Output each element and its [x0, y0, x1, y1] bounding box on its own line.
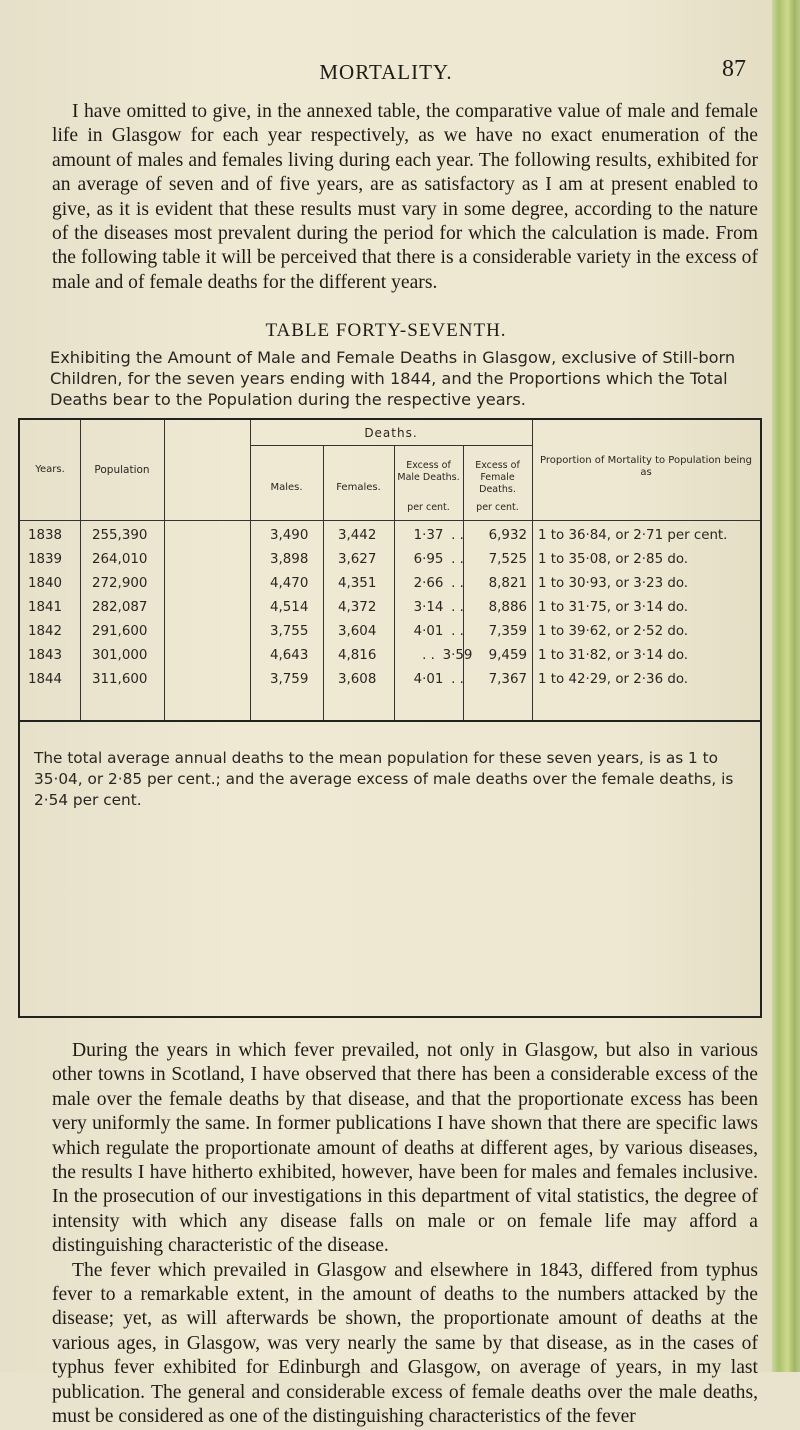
cell-excess-female: . . [451, 552, 464, 567]
cell-year: 1838 [28, 528, 63, 543]
table-row [20, 528, 760, 550]
table-row [20, 672, 760, 694]
page-header [0, 56, 772, 90]
cell-year: 1843 [28, 648, 63, 663]
cell-proportion: 1 to 36·84, or 2·71 per cent. [538, 528, 728, 543]
cell-year: 1844 [28, 672, 63, 687]
cell-excess-male: 4·01 [413, 624, 444, 639]
table-row [20, 624, 760, 646]
table-row [20, 648, 760, 670]
cell-excess-female: . . [451, 576, 464, 591]
cell-total: 6,932 [488, 528, 527, 543]
cell-excess-male: 4·01 [413, 672, 444, 687]
cell-population: 272,900 [92, 576, 148, 591]
cell-males: 3,490 [270, 528, 309, 543]
cell-proportion: 1 to 30·93, or 3·23 do. [538, 576, 689, 591]
cell-population: 264,010 [92, 552, 148, 567]
cell-proportion: 1 to 42·29, or 2·36 do. [538, 672, 689, 687]
cell-females: 3,442 [338, 528, 377, 543]
cell-total: 7,359 [488, 624, 527, 639]
cell-excess-male: . . [422, 648, 435, 663]
cell-males: 3,898 [270, 552, 309, 567]
cell-excess-male: 6·95 [413, 552, 444, 567]
cell-population: 301,000 [92, 648, 148, 663]
header-excess-female-unit: per cent. [476, 502, 519, 513]
header-deaths: Deaths. [364, 426, 418, 440]
cell-year: 1842 [28, 624, 63, 639]
header-rule [20, 520, 760, 521]
cell-males: 3,755 [270, 624, 309, 639]
cell-excess-female: . . [451, 672, 464, 687]
cell-proportion: 1 to 35·08, or 2·85 do. [538, 552, 689, 567]
cell-excess-female: 3·59 [442, 648, 473, 663]
cell-females: 3,627 [338, 552, 377, 567]
cell-males: 4,470 [270, 576, 309, 591]
running-title: MORTALITY. [319, 60, 453, 84]
cell-population: 291,600 [92, 624, 148, 639]
fever-paragraph [52, 1039, 758, 1430]
cell-males: 4,643 [270, 648, 309, 663]
cell-year: 1841 [28, 600, 63, 615]
cell-total: 8,886 [488, 600, 527, 615]
cell-year: 1840 [28, 576, 63, 591]
cell-excess-male: 2·66 [413, 576, 444, 591]
fever-1843-paragraph-text: The fever which prevailed in Glasgow and elsewhere in 1843, differed from typhus fever to a remarkable extent, in the amount of deaths to the numbers attacked by the disease; yet, as will afterwards be shown, the proportionate amount of deaths at the various ages, in Glasgow, was very nearly the same by that disease, as in the cases of typhus fever exhibited for Edinburgh and Glasgow, on average of years, in my last publication. The general and considerable excess of female deaths over the male deaths, must be considered as one of the distinguishing characteristics of the fever [52, 1259, 758, 1428]
table-title: TABLE FORTY-SEVENTH. [265, 320, 507, 341]
header-years: Years. [35, 464, 65, 475]
table-row [20, 552, 760, 574]
body-rule [20, 720, 760, 722]
cell-males: 3,759 [270, 672, 309, 687]
cell-total: 7,367 [488, 672, 527, 687]
page-number: 87 [722, 56, 746, 82]
cell-excess-female: . . [451, 528, 464, 543]
intro-paragraph: I have omitted to give, in the annexed table, the comparative value of male and female life in Glasgow for each year respectively, as we have no exact enumeration of the amount of males and females living during each year. The following results, exhibited for an average of seven and of five years, are as satisfactory as I am at present enabled to give, as it is evident that these results must vary in some degree, according to the nature of the diseases most prevalent during the period for which the calculation is made. From the following table it will be perceived that there is a considerable variety in the excess of male and of female deaths for the different years. [52, 101, 758, 293]
header-excess-female: Excess of Female Deaths. [475, 460, 520, 495]
cell-population: 282,087 [92, 600, 148, 615]
cell-females: 4,351 [338, 576, 377, 591]
table-row [20, 600, 760, 622]
cell-excess-male: 1·37 [413, 528, 444, 543]
cell-proportion: 1 to 31·82, or 3·14 do. [538, 648, 689, 663]
cell-total: 9,459 [488, 648, 527, 663]
header-proportion: Proportion of Mortality to Population being as [540, 455, 752, 478]
cell-total: 8,821 [488, 576, 527, 591]
mortality-table [18, 418, 762, 1018]
cell-females: 3,604 [338, 624, 377, 639]
header-population: Population [94, 464, 150, 476]
book-binding-edge [772, 0, 800, 1372]
cell-females: 4,372 [338, 600, 377, 615]
table-row [20, 576, 760, 598]
cell-proportion: 1 to 31·75, or 3·14 do. [538, 600, 689, 615]
cell-excess-male: 3·14 [413, 600, 444, 615]
cell-excess-female: . . [451, 600, 464, 615]
cell-proportion: 1 to 39·62, or 2·52 do. [538, 624, 689, 639]
table-note: The total average annual deaths to the mean population for these seven years, is as 1 to 35·04, or 2·85 per cent.; and the average excess of male deaths over the female deaths, is 2·54 per cent. [34, 749, 734, 809]
header-excess-male-unit: per cent. [407, 502, 450, 513]
header-females: Females. [336, 482, 381, 493]
header-males: Males. [270, 482, 303, 493]
header-excess-male: Excess of Male Deaths. [397, 460, 460, 483]
cell-population: 255,390 [92, 528, 148, 543]
fever-paragraph-text: During the years in which fever prevailed, not only in Glasgow, but also in various other towns in Scotland, I have observed that there has been a considerable excess of the male over the female deaths by that disease, and that the proportionate excess has been very uniformly the same. In former publications I have shown that there are specific laws which regulate the proportionate amount of deaths at different ages, by various diseases, the results I have hitherto exhibited, however, have been for males and females inclusive. In the prosecution of our investigations in this department of vital statistics, the degree of intensity with which any disease falls on male or on female life may afford a distinguishing characteristic of the disease. [52, 1040, 758, 1257]
cell-females: 4,816 [338, 648, 377, 663]
deaths-group-rule [250, 445, 532, 446]
cell-excess-female: . . [451, 624, 464, 639]
cell-total: 7,525 [488, 552, 527, 567]
cell-males: 4,514 [270, 600, 309, 615]
table-caption: Exhibiting the Amount of Male and Female Deaths in Glasgow, exclusive of Still-born Children, for the seven years ending with 1844, and the Proportions which the Total Deaths bear to the Population during the respective years. [50, 348, 736, 409]
cell-females: 3,608 [338, 672, 377, 687]
cell-population: 311,600 [92, 672, 148, 687]
cell-year: 1839 [28, 552, 63, 567]
